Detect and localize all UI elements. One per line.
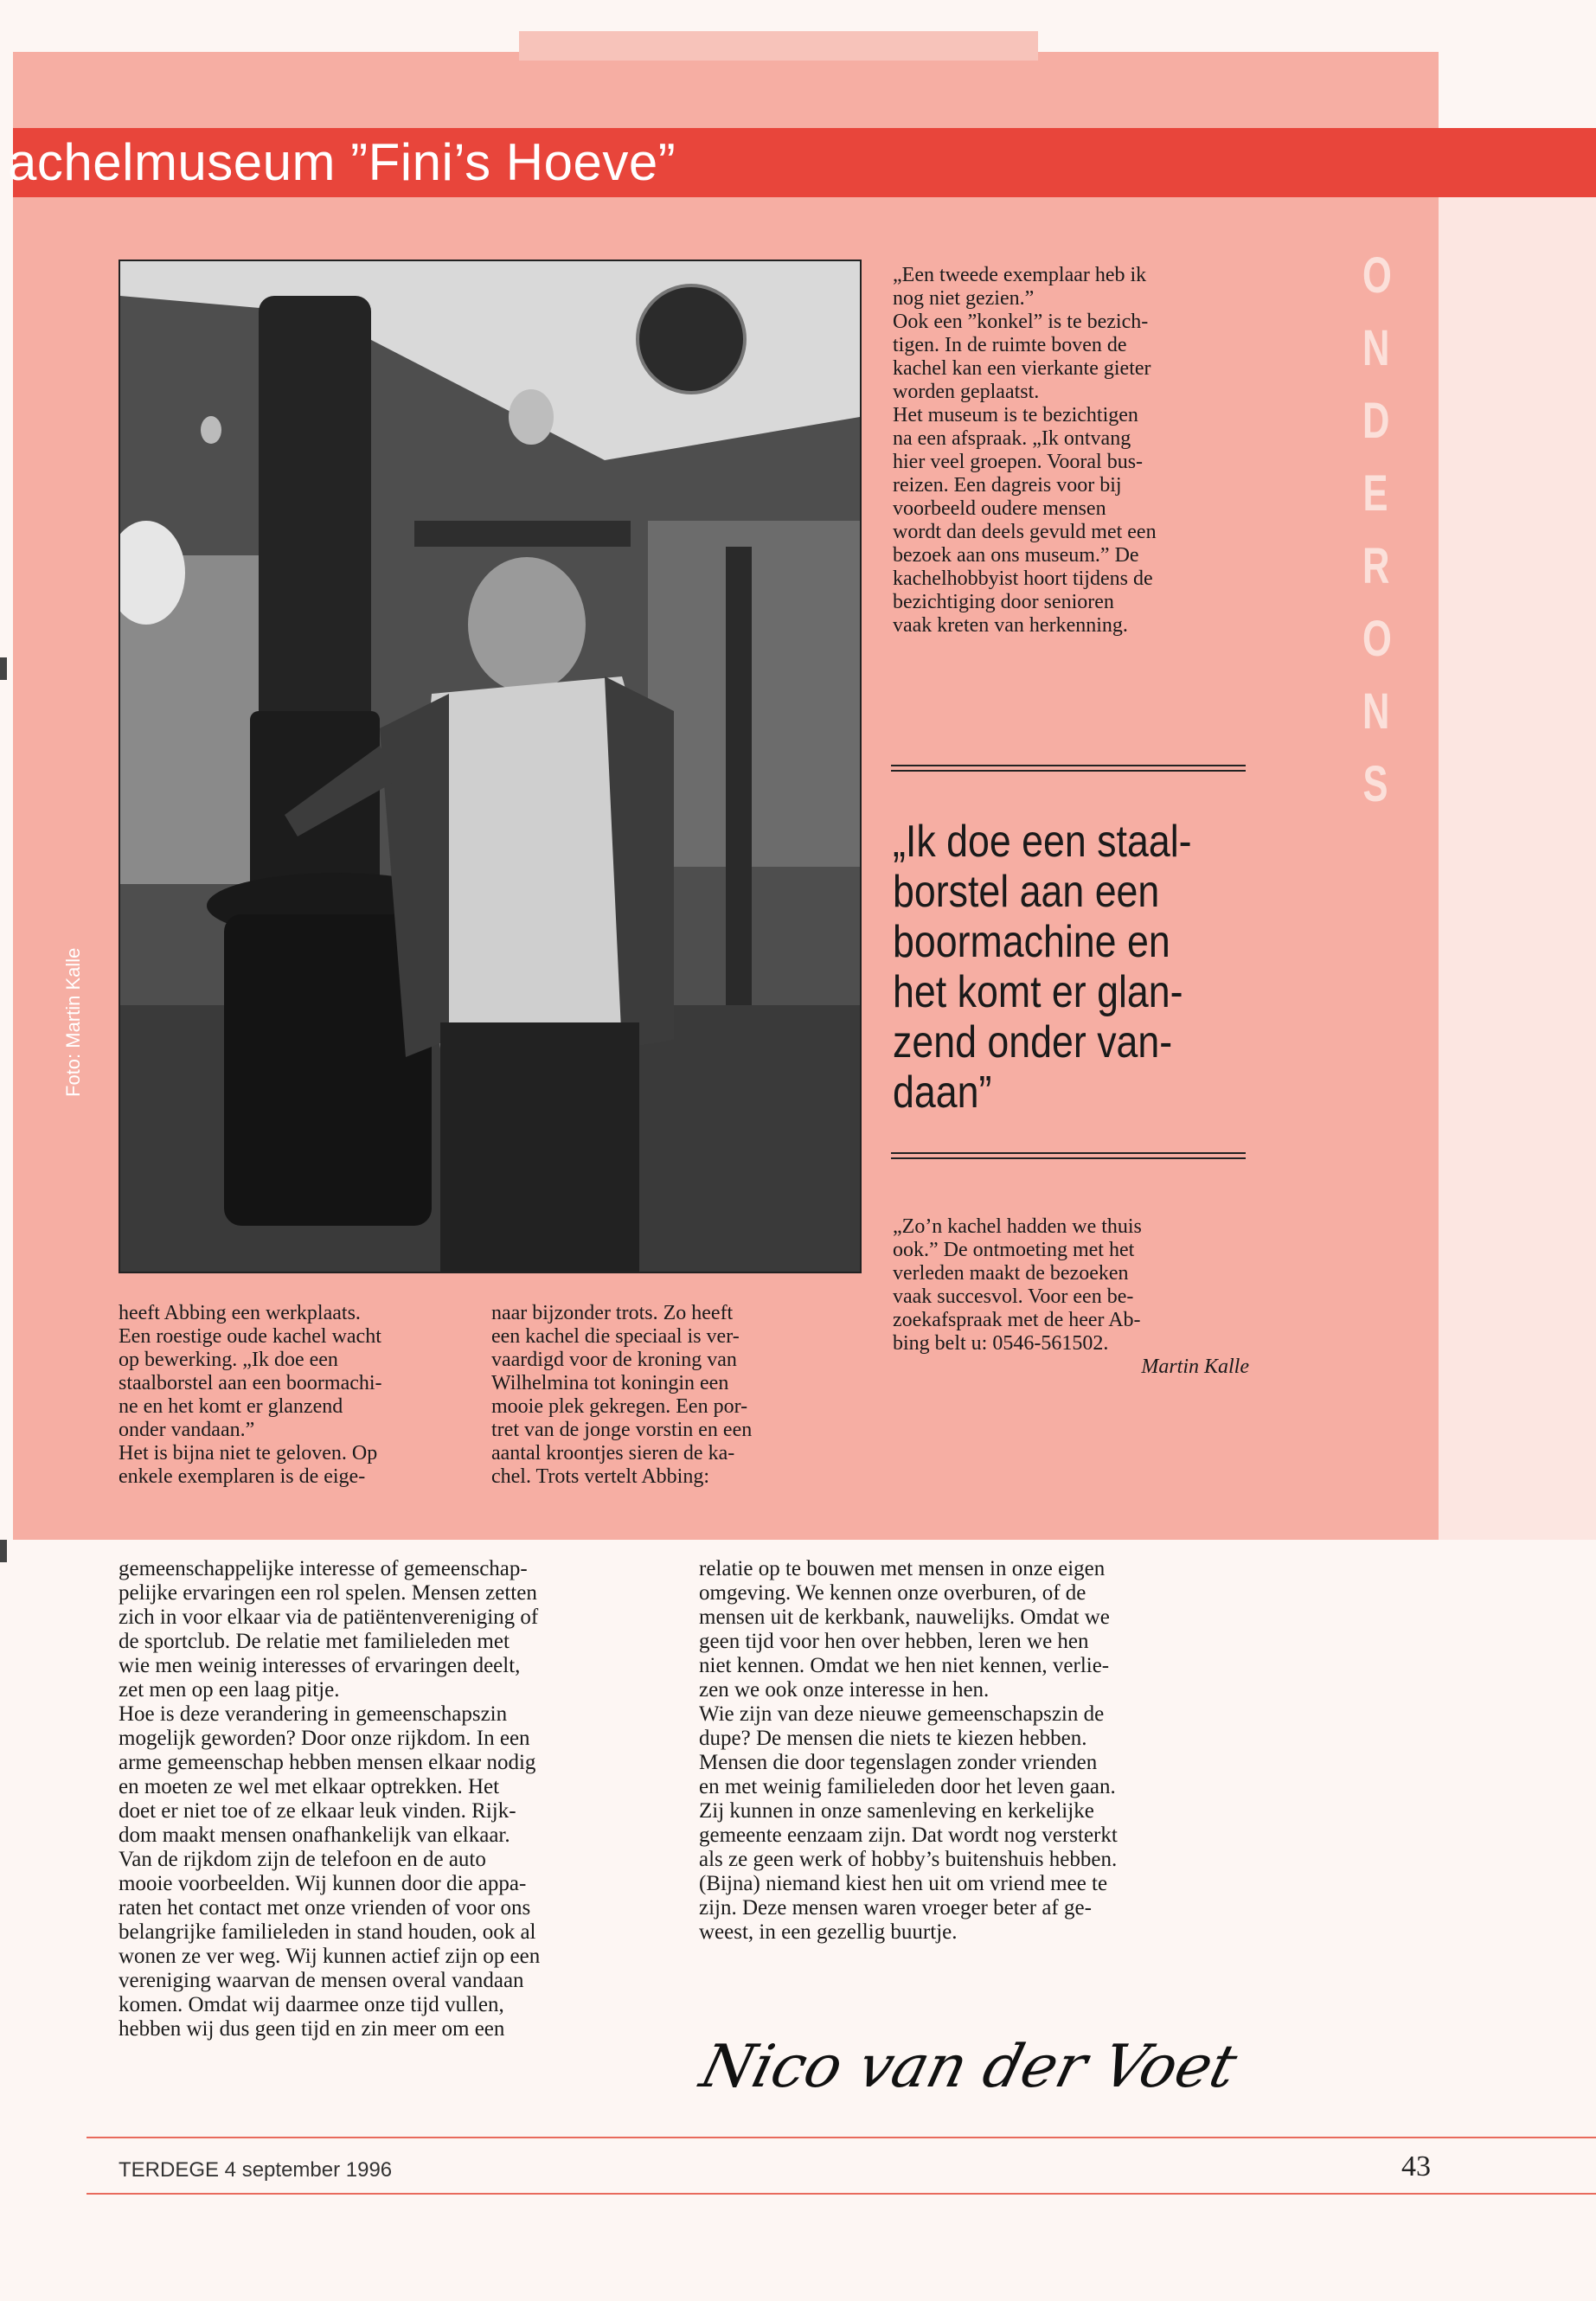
text-line: Ook een ”konkel” is te bezich- — [893, 311, 1149, 333]
column-d — [699, 1557, 1227, 1945]
section-letter: D — [1362, 393, 1390, 449]
text-line: wie men weinig interesses of ervaringen deelt, — [119, 1654, 521, 1677]
text-line: kachelhobbyist hoort tijdens de — [893, 567, 1153, 590]
pull-quote-line: daan” — [893, 1067, 992, 1118]
text-line: relatie op te bouwen met mensen in onze eigen — [699, 1557, 1106, 1580]
text-line: zoekafspraak met de heer Ab- — [893, 1309, 1141, 1331]
text-line: de sportclub. De relatie met familieleden met — [119, 1630, 510, 1653]
text-line: Van de rijkdom zijn de telefoon en de auto — [119, 1848, 486, 1871]
article-photo — [119, 260, 862, 1273]
text-line: mensen uit de kerkbank, nauwelijks. Omdat we — [699, 1606, 1110, 1629]
text-line: op bewerking. „Ik doe een — [119, 1349, 338, 1371]
text-line: Het is bijna niet te geloven. Op — [119, 1442, 378, 1465]
photo-illustration — [120, 261, 860, 1272]
page-title: achelmuseum ”Fini’s Hoeve” — [8, 133, 676, 191]
text-line: dupe? De mensen die niets te kiezen hebben. — [699, 1727, 1087, 1750]
text-line: gemeente eenzaam zijn. Dat wordt nog versterkt — [699, 1823, 1118, 1847]
text-line: vereniging waarvan de mensen overal vandaan — [119, 1969, 524, 1992]
text-line: vaak succesvol. Voor een be- — [893, 1285, 1134, 1308]
edge-mark — [0, 657, 7, 680]
text-line: bezichtiging door senioren — [893, 591, 1114, 613]
text-line: wordt dan deels gevuld met een — [893, 521, 1157, 543]
pull-quote-rule-top — [891, 765, 1246, 772]
pull-quote-line: borstel aan een — [893, 867, 1160, 917]
text-line: onder vandaan.” — [119, 1419, 255, 1441]
side-strip — [1439, 197, 1596, 1540]
text-line: bing belt u: 0546-561502. — [893, 1332, 1109, 1355]
text-line: (Bijna) niemand kiest hen uit om vriend mee te — [699, 1872, 1108, 1895]
text-line: belangrijke familieleden in stand houden, ook al — [119, 1920, 536, 1944]
text-line: worden geplaatst. — [893, 381, 1040, 403]
section-label-vertical — [1358, 247, 1393, 832]
footer-rule-bottom — [87, 2193, 1596, 2195]
pull-quote-line: „Ik doe een staal- — [893, 817, 1192, 867]
text-line: bezoek aan ons museum.” De — [893, 544, 1139, 567]
text-line: kachel kan een vierkante gieter — [893, 357, 1151, 380]
text-line: mogelijk geworden? Door onze rijkdom. In een — [119, 1727, 530, 1750]
text-line: zich in voor elkaar via de patiëntenvereniging of — [119, 1606, 539, 1629]
column-c — [119, 1557, 646, 2041]
pull-quote — [891, 765, 1246, 1161]
title-band — [8, 128, 1596, 197]
right-column-bottom — [893, 1215, 1249, 1379]
text-line: vaardigd voor de kroning van — [491, 1349, 737, 1371]
column-b — [491, 1302, 855, 1489]
text-line: Het museum is te bezichtigen — [893, 404, 1138, 426]
column-a — [119, 1302, 473, 1489]
photo-credit: Foto: Martin Kalle — [62, 947, 84, 1097]
section-letter: S — [1362, 756, 1388, 812]
text-line: „Zo’n kachel hadden we thuis — [893, 1215, 1142, 1238]
text-line: hebben wij dus geen tijd en zin meer om een — [119, 2017, 505, 2041]
text-line: voorbeeld oudere mensen — [893, 497, 1106, 520]
text-line: enkele exemplaren is de eige- — [119, 1465, 366, 1488]
text-line: doet er niet toe of ze elkaar leuk vinden. Rijk- — [119, 1799, 516, 1823]
text-line: Een roestige oude kachel wacht — [119, 1325, 381, 1348]
text-line: tigen. In de ruimte boven de — [893, 334, 1127, 356]
right-column-top — [893, 264, 1249, 638]
top-bleed-band — [519, 31, 1038, 61]
text-line: vaak kreten van herkenning. — [893, 614, 1128, 637]
text-line: zet men op een laag pitje. — [119, 1678, 340, 1702]
text-line: heeft Abbing een werkplaats. — [119, 1302, 361, 1324]
text-line: wonen ze ver weg. Wij kunnen actief zijn op een — [119, 1945, 541, 1968]
text-line: hier veel groepen. Vooral bus- — [893, 451, 1144, 473]
text-line: chel. Trots vertelt Abbing: — [491, 1465, 709, 1488]
section-letter: O — [1362, 247, 1392, 304]
text-line: na een afspraak. „Ik ontvang — [893, 427, 1131, 450]
text-line: nog niet gezien.” — [893, 287, 1035, 310]
section-letter: E — [1362, 465, 1388, 522]
section-letter: N — [1362, 683, 1390, 740]
page-number: 43 — [1401, 2150, 1431, 2182]
handwritten-signature: Nico van der Voet — [694, 2033, 1244, 2101]
text-line: tret van de jonge vorstin en een — [491, 1419, 753, 1441]
text-line: staalborstel aan een boormachi- — [119, 1372, 382, 1394]
text-line: mooie plek gekregen. Een por- — [491, 1395, 748, 1418]
text-line: een kachel die speciaal is ver- — [491, 1325, 740, 1348]
text-line: en moeten ze wel met elkaar optrekken. Het — [119, 1775, 500, 1798]
pull-quote-line: zend onder van- — [893, 1017, 1173, 1067]
text-line: „Een tweede exemplaar heb ik — [893, 264, 1147, 286]
text-line: zen we ook onze interesse in hen. — [699, 1678, 990, 1702]
text-line: geen tijd voor hen over hebben, leren we hen — [699, 1630, 1089, 1653]
text-line: Mensen die door tegenslagen zonder vrienden — [699, 1751, 1098, 1774]
section-letter: O — [1362, 611, 1392, 667]
text-line: Wilhelmina tot koningin een — [491, 1372, 729, 1394]
text-line: omgeving. We kennen onze overburen, of de — [699, 1581, 1086, 1605]
text-line: zijn. Deze mensen waren vroeger beter af ge- — [699, 1896, 1092, 1920]
footer-rule-top — [87, 2137, 1596, 2138]
text-line: Hoe is deze verandering in gemeenschapszin — [119, 1702, 508, 1726]
text-line: aantal kroontjes sieren de ka- — [491, 1442, 735, 1465]
text-line: niet kennen. Omdat we hen niet kennen, verlie- — [699, 1654, 1110, 1677]
text-line: gemeenschappelijke interesse of gemeenschap- — [119, 1557, 528, 1580]
text-line: als ze geen werk of hobby’s buitenshuis hebben. — [699, 1848, 1118, 1871]
pull-quote-text — [893, 817, 1242, 1118]
text-line: ne en het komt er glanzend — [119, 1395, 343, 1418]
pull-quote-line: boormachine en — [893, 917, 1170, 967]
text-line: dom maakt mensen onafhankelijk van elkaar. — [119, 1823, 510, 1847]
text-line: verleden maakt de bezoeken — [893, 1262, 1129, 1285]
text-line: Zij kunnen in onze samenleving en kerkelijke — [699, 1799, 1094, 1823]
text-line: naar bijzonder trots. Zo heeft — [491, 1302, 734, 1324]
text-line: mooie voorbeelden. Wij kunnen door die appa- — [119, 1872, 527, 1895]
pull-quote-rule-bottom — [891, 1152, 1246, 1159]
author-byline: Martin Kalle — [1141, 1356, 1249, 1378]
text-line: weest, in een gezellig buurtje. — [699, 1920, 958, 1944]
section-letter: N — [1362, 320, 1390, 376]
section-letter: R — [1362, 538, 1390, 594]
text-line: en met weinig familieleden door het leven gaan. — [699, 1775, 1116, 1798]
edge-mark — [0, 1540, 7, 1562]
pull-quote-line: het komt er glan- — [893, 967, 1183, 1017]
text-line: Wie zijn van deze nieuwe gemeenschapszin de — [699, 1702, 1105, 1726]
text-line: arme gemeenschap hebben mensen elkaar nodig — [119, 1751, 536, 1774]
text-line: raten het contact met onze vrienden of voor ons — [119, 1896, 531, 1920]
text-line: pelijke ervaringen een rol spelen. Mensen zetten — [119, 1581, 537, 1605]
text-line: reizen. Een dagreis voor bij — [893, 474, 1122, 497]
footer-publication: TERDEGE 4 september 1996 — [119, 2158, 393, 2182]
text-line: komen. Omdat wij daarmee onze tijd vullen, — [119, 1993, 504, 2016]
text-line: ook.” De ontmoeting met het — [893, 1239, 1135, 1261]
